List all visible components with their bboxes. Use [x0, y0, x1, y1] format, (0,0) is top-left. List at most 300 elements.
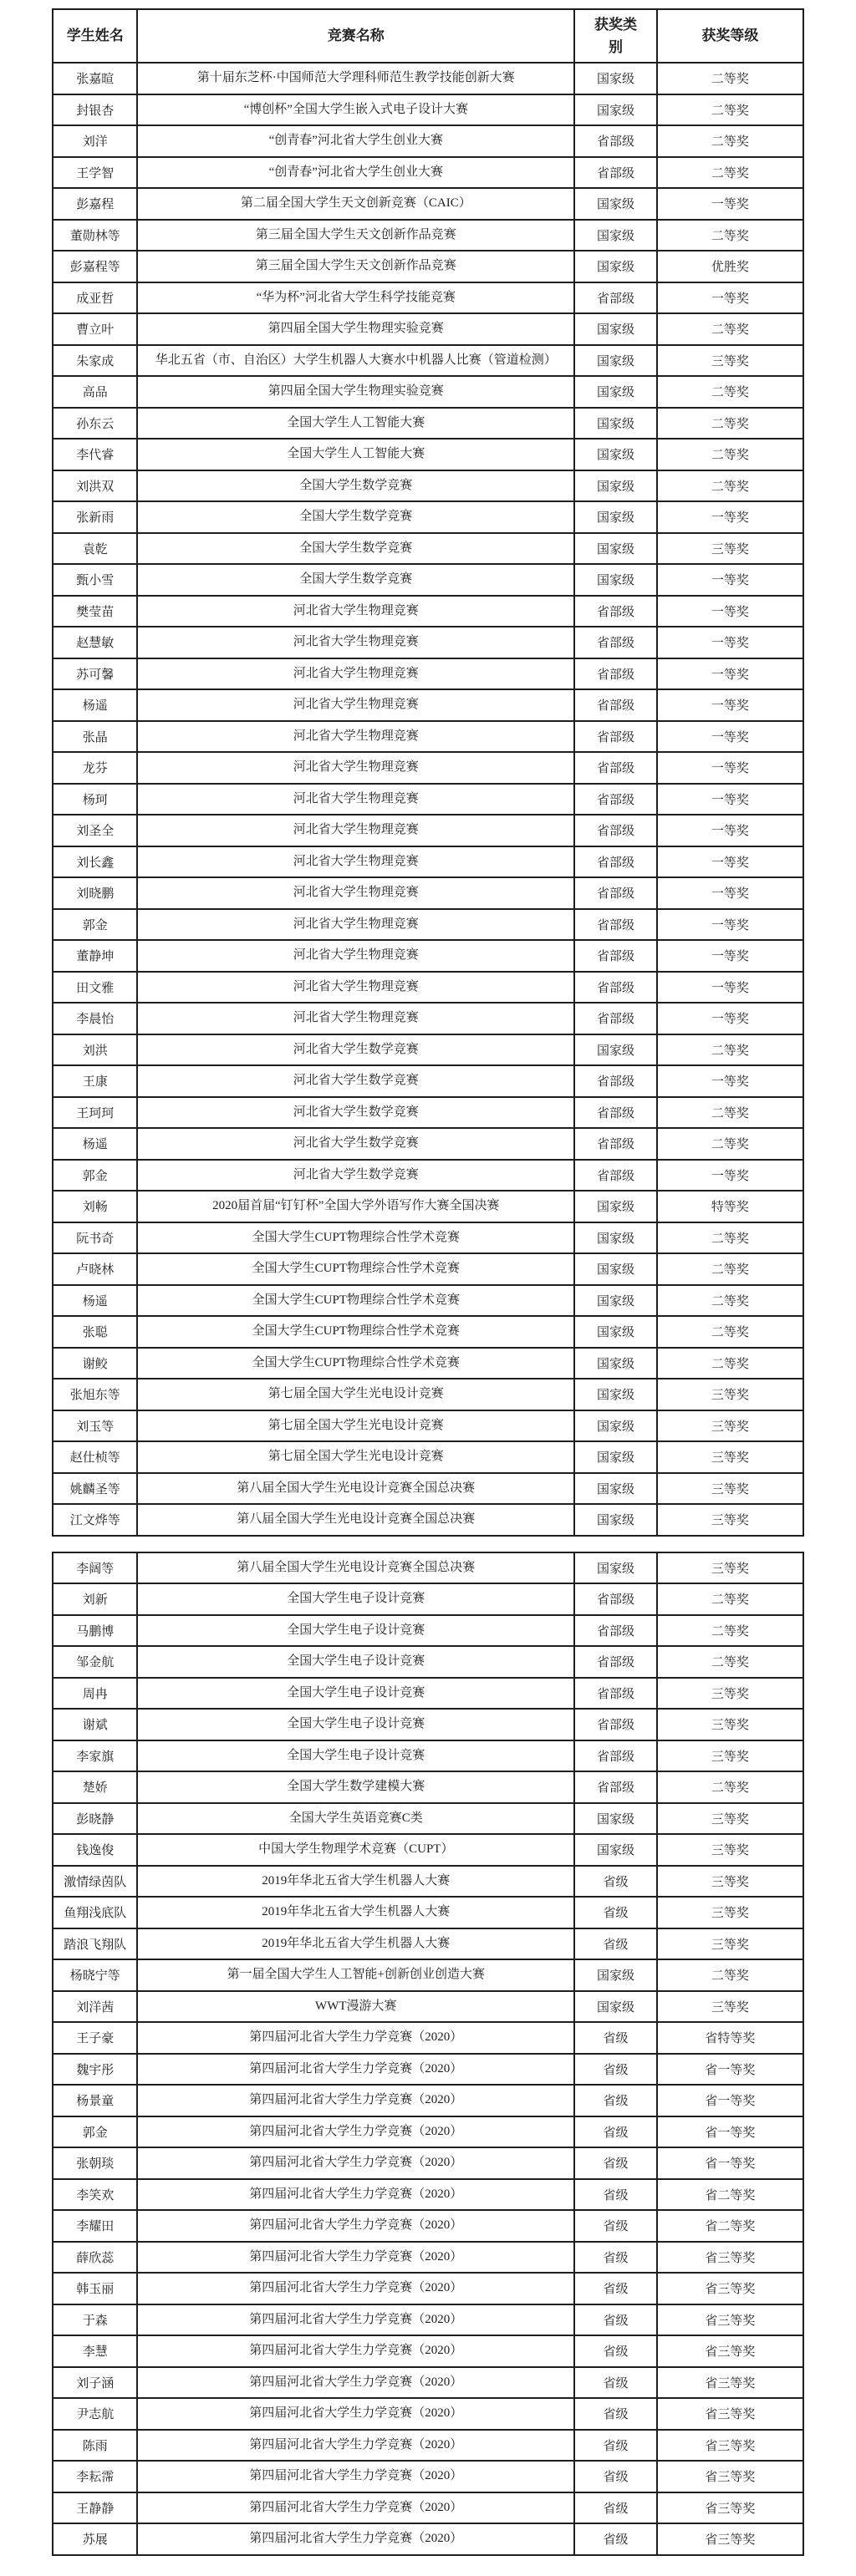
- competition-name-cell: 第七届全国大学生光电设计竞赛: [137, 1441, 574, 1473]
- student-name-cell: 王康: [53, 1065, 137, 1097]
- award-level-cell: 三等奖: [657, 1928, 803, 1960]
- student-name-cell: 刘圣全: [53, 815, 137, 846]
- table-row: [53, 1348, 803, 1379]
- student-name-cell: 姚麟圣等: [53, 1473, 137, 1505]
- student-name-cell: 魏宇彤: [53, 2054, 137, 2086]
- awards-table-2: [52, 1552, 804, 2556]
- table-row: [53, 877, 803, 909]
- award-category-cell: 省级: [574, 2304, 657, 2336]
- competition-name-cell: “创青春”河北省大学生创业大赛: [137, 157, 574, 189]
- competition-name-cell: 河北省大学生物理竞赛: [137, 689, 574, 721]
- student-name-cell: 李慧: [53, 2335, 137, 2367]
- award-level-cell: 三等奖: [657, 1473, 803, 1505]
- competition-name-cell: “创青春”河北省大学生创业大赛: [137, 125, 574, 157]
- student-name-cell: 刘玉等: [53, 1410, 137, 1442]
- award-category-cell: 省部级: [574, 1583, 657, 1615]
- student-name-cell: 封银杏: [53, 94, 137, 126]
- competition-name-cell: 第四届河北省大学生力学竞赛（2020）: [137, 2523, 574, 2555]
- award-category-cell: 国家级: [574, 63, 657, 94]
- award-level-cell: 三等奖: [657, 533, 803, 565]
- student-name-cell: 邹金航: [53, 1646, 137, 1678]
- award-level-cell: 二等奖: [657, 376, 803, 408]
- award-category-cell: 国家级: [574, 1222, 657, 1254]
- award-category-cell: 省部级: [574, 658, 657, 690]
- award-category-cell: 省级: [574, 2398, 657, 2430]
- student-name-cell: 董勋林等: [53, 220, 137, 252]
- table-row: [53, 1065, 803, 1097]
- table-row: [53, 1615, 803, 1647]
- award-category-cell: 省级: [574, 2179, 657, 2211]
- award-category-cell: 国家级: [574, 1504, 657, 1536]
- table-row: [53, 658, 803, 690]
- award-level-cell: 三等奖: [657, 1897, 803, 1928]
- competition-name-cell: “博创杯”全国大学生嵌入式电子设计大赛: [137, 94, 574, 126]
- award-category-cell: 省部级: [574, 1615, 657, 1647]
- award-category-cell: 省部级: [574, 1128, 657, 1160]
- competition-name-cell: 全国大学生电子设计竞赛: [137, 1646, 574, 1678]
- award-level-cell: 一等奖: [657, 596, 803, 627]
- award-level-cell: 二等奖: [657, 313, 803, 345]
- award-category-cell: 国家级: [574, 251, 657, 282]
- competition-name-cell: 河北省大学生物理竞赛: [137, 627, 574, 658]
- student-name-cell: 张新雨: [53, 501, 137, 533]
- award-category-cell: 国家级: [574, 1253, 657, 1285]
- competition-name-cell: 第八届全国大学生光电设计竞赛全国总决赛: [137, 1504, 574, 1536]
- student-name-cell: 彭嘉程等: [53, 251, 137, 282]
- student-name-cell: 韩玉丽: [53, 2273, 137, 2304]
- competition-name-cell: 河北省大学生数学竞赛: [137, 1065, 574, 1097]
- award-category-cell: 省部级: [574, 627, 657, 658]
- award-category-cell: 省级: [574, 2147, 657, 2179]
- student-name-cell: 高品: [53, 376, 137, 408]
- competition-name-cell: 第四届河北省大学生力学竞赛（2020）: [137, 2461, 574, 2492]
- student-name-cell: 甄小雪: [53, 564, 137, 596]
- award-level-cell: 二等奖: [657, 1285, 803, 1317]
- table-row: [53, 846, 803, 878]
- award-level-cell: 一等奖: [657, 188, 803, 220]
- competition-name-cell: 第一届全国大学生人工智能+创新创业创造大赛: [137, 1959, 574, 1991]
- table-row: [53, 376, 803, 408]
- award-level-cell: 省一等奖: [657, 2147, 803, 2179]
- award-level-cell: 二等奖: [657, 439, 803, 470]
- award-category-cell: 省级: [574, 1897, 657, 1928]
- award-level-cell: 二等奖: [657, 1034, 803, 1066]
- table-row: [53, 1253, 803, 1285]
- student-name-cell: 张朝琰: [53, 2147, 137, 2179]
- award-level-cell: 三等奖: [657, 1410, 803, 1442]
- student-name-cell: 樊莹苗: [53, 596, 137, 627]
- award-category-cell: 国家级: [574, 470, 657, 502]
- table-row: [53, 784, 803, 815]
- student-name-cell: 刘长鑫: [53, 846, 137, 878]
- table-row: [53, 2210, 803, 2242]
- award-category-cell: 省级: [574, 2054, 657, 2086]
- award-category-cell: 省级: [574, 2523, 657, 2555]
- award-level-cell: 一等奖: [657, 501, 803, 533]
- award-level-cell: 二等奖: [657, 1222, 803, 1254]
- student-name-cell: 苏可馨: [53, 658, 137, 690]
- table-row: [53, 1441, 803, 1473]
- competition-name-cell: 河北省大学生物理竞赛: [137, 752, 574, 784]
- competition-name-cell: 第四届河北省大学生力学竞赛（2020）: [137, 2085, 574, 2116]
- table-row: [53, 596, 803, 627]
- student-name-cell: 杨遥: [53, 1285, 137, 1317]
- table-row: [53, 533, 803, 565]
- competition-name-cell: 全国大学生电子设计竞赛: [137, 1615, 574, 1647]
- award-category-cell: 国家级: [574, 220, 657, 252]
- award-category-cell: 国家级: [574, 501, 657, 533]
- student-name-cell: 李笑欢: [53, 2179, 137, 2211]
- competition-name-cell: 第四届河北省大学生力学竞赛（2020）: [137, 2398, 574, 2430]
- competition-name-cell: 河北省大学生物理竞赛: [137, 815, 574, 846]
- award-level-cell: 省二等奖: [657, 2210, 803, 2242]
- competition-name-cell: 第四届河北省大学生力学竞赛（2020）: [137, 2492, 574, 2524]
- competition-name-cell: 河北省大学生数学竞赛: [137, 1160, 574, 1191]
- student-name-cell: 朱家成: [53, 345, 137, 377]
- student-name-cell: 彭晓静: [53, 1803, 137, 1835]
- award-level-cell: 三等奖: [657, 1740, 803, 1772]
- student-name-cell: 于森: [53, 2304, 137, 2336]
- competition-name-cell: 河北省大学生物理竞赛: [137, 784, 574, 815]
- award-category-cell: 省部级: [574, 815, 657, 846]
- student-name-cell: 杨遥: [53, 689, 137, 721]
- student-name-cell: 周冉: [53, 1678, 137, 1710]
- table-row: [53, 2430, 803, 2462]
- award-category-cell: 省部级: [574, 1771, 657, 1803]
- competition-name-cell: 第四届河北省大学生力学竞赛（2020）: [137, 2022, 574, 2054]
- table-row: [53, 470, 803, 502]
- award-category-cell: 国家级: [574, 345, 657, 377]
- award-level-cell: 一等奖: [657, 658, 803, 690]
- student-name-cell: 张聪: [53, 1316, 137, 1348]
- table-row: [53, 1222, 803, 1254]
- award-level-cell: 一等奖: [657, 972, 803, 1003]
- award-category-cell: 国家级: [574, 1441, 657, 1473]
- award-category-cell: 省部级: [574, 1097, 657, 1129]
- award-level-cell: 省特等奖: [657, 2022, 803, 2054]
- table-row: [53, 815, 803, 846]
- award-level-cell: 三等奖: [657, 1441, 803, 1473]
- competition-name-cell: 2020届首届“钉钉杯”全国大学外语写作大赛全国决赛: [137, 1191, 574, 1222]
- competition-name-cell: 河北省大学生数学竞赛: [137, 1097, 574, 1129]
- student-name-cell: 刘畅: [53, 1191, 137, 1222]
- award-category-cell: 国家级: [574, 1410, 657, 1442]
- awards-table-1-body: [53, 63, 803, 1536]
- competition-name-cell: 全国大学生人工智能大赛: [137, 408, 574, 439]
- competition-name-cell: 2019年华北五省大学生机器人大赛: [137, 1866, 574, 1898]
- award-category-cell: 省部级: [574, 909, 657, 941]
- competition-name-cell: 第四届河北省大学生力学竞赛（2020）: [137, 2430, 574, 2462]
- table-row: [53, 2054, 803, 2086]
- table-row: [53, 188, 803, 220]
- table-row: [53, 1379, 803, 1410]
- student-name-cell: 王子豪: [53, 2022, 137, 2054]
- table-row: [53, 1959, 803, 1991]
- table-row: [53, 2116, 803, 2148]
- student-name-cell: 刘洪: [53, 1034, 137, 1066]
- competition-name-cell: 全国大学生数学竞赛: [137, 470, 574, 502]
- competition-name-cell: 河北省大学生数学竞赛: [137, 1128, 574, 1160]
- award-category-cell: 省级: [574, 2116, 657, 2148]
- student-name-cell: 苏展: [53, 2523, 137, 2555]
- competition-name-cell: 河北省大学生物理竞赛: [137, 1003, 574, 1034]
- award-level-cell: 省一等奖: [657, 2116, 803, 2148]
- award-level-cell: 二等奖: [657, 1959, 803, 1991]
- competition-name-cell: 第四届河北省大学生力学竞赛（2020）: [137, 2335, 574, 2367]
- award-category-cell: 省级: [574, 2335, 657, 2367]
- award-level-cell: 二等奖: [657, 1253, 803, 1285]
- award-category-cell: 国家级: [574, 1034, 657, 1066]
- student-name-cell: 谢鲛: [53, 1348, 137, 1379]
- student-name-cell: 刘洋: [53, 125, 137, 157]
- award-category-cell: 省级: [574, 1928, 657, 1960]
- award-level-cell: 一等奖: [657, 752, 803, 784]
- student-name-cell: 张晶: [53, 721, 137, 753]
- header-student-name: 学生姓名: [53, 9, 137, 63]
- competition-name-cell: 第四届河北省大学生力学竞赛（2020）: [137, 2242, 574, 2274]
- award-category-cell: 国家级: [574, 1552, 657, 1584]
- award-category-cell: 国家级: [574, 439, 657, 470]
- award-level-cell: 三等奖: [657, 345, 803, 377]
- award-category-cell: 国家级: [574, 1285, 657, 1317]
- award-category-cell: 国家级: [574, 533, 657, 565]
- table-row: [53, 1803, 803, 1835]
- award-category-cell: 国家级: [574, 376, 657, 408]
- table-row: [53, 1583, 803, 1615]
- award-category-cell: 国家级: [574, 1473, 657, 1505]
- student-name-cell: 王珂珂: [53, 1097, 137, 1129]
- competition-name-cell: 第四届河北省大学生力学竞赛（2020）: [137, 2179, 574, 2211]
- award-level-cell: 省一等奖: [657, 2085, 803, 2116]
- award-level-cell: 一等奖: [657, 1003, 803, 1034]
- competition-name-cell: 第四届全国大学生物理实验竞赛: [137, 313, 574, 345]
- table-row: [53, 1316, 803, 1348]
- award-level-cell: 省三等奖: [657, 2430, 803, 2462]
- award-level-cell: 二等奖: [657, 1646, 803, 1678]
- competition-name-cell: 全国大学生CUPT物理综合性学术竞赛: [137, 1222, 574, 1254]
- table-row: [53, 627, 803, 658]
- table-row: [53, 1410, 803, 1442]
- competition-name-cell: 河北省大学生数学竞赛: [137, 1034, 574, 1066]
- award-level-cell: 二等奖: [657, 1128, 803, 1160]
- table-row: [53, 2147, 803, 2179]
- table-row: [53, 2398, 803, 2430]
- competition-name-cell: 全国大学生CUPT物理综合性学术竞赛: [137, 1348, 574, 1379]
- competition-name-cell: 第四届河北省大学生力学竞赛（2020）: [137, 2367, 574, 2399]
- award-level-cell: 省三等奖: [657, 2273, 803, 2304]
- award-category-cell: 省部级: [574, 596, 657, 627]
- table-row: [53, 313, 803, 345]
- competition-name-cell: 2019年华北五省大学生机器人大赛: [137, 1897, 574, 1928]
- award-level-cell: 一等奖: [657, 282, 803, 314]
- award-level-cell: 三等奖: [657, 1803, 803, 1835]
- table-row: [53, 1834, 803, 1866]
- table-row: [53, 972, 803, 1003]
- competition-name-cell: 第四届河北省大学生力学竞赛（2020）: [137, 2304, 574, 2336]
- student-name-cell: 赵慧敏: [53, 627, 137, 658]
- table-row: [53, 2492, 803, 2524]
- competition-name-cell: 全国大学生电子设计竞赛: [137, 1678, 574, 1710]
- competition-name-cell: 第四届河北省大学生力学竞赛（2020）: [137, 2116, 574, 2148]
- table-row: [53, 2335, 803, 2367]
- competition-name-cell: 全国大学生电子设计竞赛: [137, 1709, 574, 1740]
- student-name-cell: 鱼翔浅底队: [53, 1897, 137, 1928]
- competition-name-cell: 全国大学生人工智能大赛: [137, 439, 574, 470]
- competition-name-cell: 全国大学生数学竞赛: [137, 564, 574, 596]
- table-row: [53, 721, 803, 753]
- competition-name-cell: WWT漫游大赛: [137, 1991, 574, 2023]
- award-level-cell: 二等奖: [657, 1348, 803, 1379]
- competition-name-cell: 第七届全国大学生光电设计竞赛: [137, 1379, 574, 1410]
- table-row: [53, 1771, 803, 1803]
- competition-name-cell: 2019年华北五省大学生机器人大赛: [137, 1928, 574, 1960]
- student-name-cell: 郭金: [53, 909, 137, 941]
- competition-name-cell: 河北省大学生物理竞赛: [137, 596, 574, 627]
- award-category-cell: 省部级: [574, 125, 657, 157]
- competition-name-cell: 第四届全国大学生物理实验竞赛: [137, 376, 574, 408]
- competition-name-cell: 全国大学生数学竞赛: [137, 533, 574, 565]
- award-level-cell: 省三等奖: [657, 2242, 803, 2274]
- student-name-cell: 江文烨等: [53, 1504, 137, 1536]
- student-name-cell: 谢斌: [53, 1709, 137, 1740]
- award-category-cell: 省部级: [574, 1709, 657, 1740]
- award-level-cell: 三等奖: [657, 1834, 803, 1866]
- student-name-cell: 杨珂: [53, 784, 137, 815]
- award-level-cell: 一等奖: [657, 909, 803, 941]
- student-name-cell: 李代睿: [53, 439, 137, 470]
- student-name-cell: 杨景童: [53, 2085, 137, 2116]
- table-row: [53, 2273, 803, 2304]
- award-level-cell: 二等奖: [657, 125, 803, 157]
- award-category-cell: 国家级: [574, 94, 657, 126]
- student-name-cell: 李家旗: [53, 1740, 137, 1772]
- award-level-cell: 三等奖: [657, 1379, 803, 1410]
- student-name-cell: 李阔等: [53, 1552, 137, 1584]
- award-category-cell: 国家级: [574, 564, 657, 596]
- student-name-cell: 王静静: [53, 2492, 137, 2524]
- award-category-cell: 国家级: [574, 1959, 657, 1991]
- awards-table-2-body: [53, 1552, 803, 2555]
- award-level-cell: 省三等奖: [657, 2523, 803, 2555]
- award-category-cell: 省部级: [574, 157, 657, 189]
- award-level-cell: 三等奖: [657, 1504, 803, 1536]
- competition-name-cell: 中国大学生物理学术竞赛（CUPT）: [137, 1834, 574, 1866]
- table-row: [53, 752, 803, 784]
- table-row: [53, 1191, 803, 1222]
- award-category-cell: 国家级: [574, 1348, 657, 1379]
- table-row: [53, 689, 803, 721]
- award-category-cell: 国家级: [574, 1316, 657, 1348]
- competition-name-cell: 河北省大学生物理竞赛: [137, 877, 574, 909]
- award-level-cell: 特等奖: [657, 1191, 803, 1222]
- award-level-cell: 一等奖: [657, 784, 803, 815]
- award-category-cell: 省级: [574, 2461, 657, 2492]
- competition-name-cell: 全国大学生数学竞赛: [137, 501, 574, 533]
- student-name-cell: 钱逸俊: [53, 1834, 137, 1866]
- award-category-cell: 省部级: [574, 752, 657, 784]
- student-name-cell: 曹立叶: [53, 313, 137, 345]
- award-level-cell: 二等奖: [657, 1097, 803, 1129]
- competition-name-cell: 第十届东芝杯·中国师范大学理科师范生教学技能创新大赛: [137, 63, 574, 94]
- table-row: [53, 1740, 803, 1772]
- competition-name-cell: 河北省大学生物理竞赛: [137, 721, 574, 753]
- award-category-cell: 国家级: [574, 188, 657, 220]
- table-row: [53, 408, 803, 439]
- awards-table-1: [52, 8, 804, 1537]
- student-name-cell: 刘洋茜: [53, 1991, 137, 2023]
- award-level-cell: 三等奖: [657, 1991, 803, 2023]
- competition-name-cell: 全国大学生CUPT物理综合性学术竞赛: [137, 1316, 574, 1348]
- award-category-cell: 省部级: [574, 1646, 657, 1678]
- competition-name-cell: 第三届全国大学生天文创新作品竞赛: [137, 251, 574, 282]
- competition-name-cell: 全国大学生英语竞赛C类: [137, 1803, 574, 1835]
- student-name-cell: 陈雨: [53, 2430, 137, 2462]
- student-name-cell: 郭金: [53, 2116, 137, 2148]
- table-row: [53, 1128, 803, 1160]
- header-row: [53, 9, 803, 63]
- student-name-cell: 刘子涵: [53, 2367, 137, 2399]
- award-level-cell: 省三等奖: [657, 2335, 803, 2367]
- table-row: [53, 940, 803, 972]
- award-category-cell: 省部级: [574, 282, 657, 314]
- award-level-cell: 省三等奖: [657, 2492, 803, 2524]
- student-name-cell: 成亚哲: [53, 282, 137, 314]
- student-name-cell: 刘洪双: [53, 470, 137, 502]
- award-category-cell: 国家级: [574, 1803, 657, 1835]
- award-level-cell: 二等奖: [657, 1771, 803, 1803]
- table-row: [53, 1003, 803, 1034]
- award-level-cell: 三等奖: [657, 1552, 803, 1584]
- table-row: [53, 2179, 803, 2211]
- award-level-cell: 一等奖: [657, 627, 803, 658]
- award-category-cell: 省部级: [574, 1740, 657, 1772]
- table-row: [53, 1097, 803, 1129]
- table-row: [53, 1709, 803, 1740]
- table-row: [53, 251, 803, 282]
- student-name-cell: 孙东云: [53, 408, 137, 439]
- competition-name-cell: 第二届全国大学生天文创新竞赛（CAIC）: [137, 188, 574, 220]
- award-category-cell: 省部级: [574, 689, 657, 721]
- table-row: [53, 345, 803, 377]
- table-header-row: [53, 9, 803, 63]
- competition-name-cell: 第八届全国大学生光电设计竞赛全国总决赛: [137, 1473, 574, 1505]
- award-category-cell: 国家级: [574, 1191, 657, 1222]
- award-level-cell: 优胜奖: [657, 251, 803, 282]
- award-level-cell: 一等奖: [657, 1160, 803, 1191]
- award-level-cell: 二等奖: [657, 1583, 803, 1615]
- table-row: [53, 1646, 803, 1678]
- student-name-cell: 卢晓林: [53, 1253, 137, 1285]
- table-row: [53, 1928, 803, 1960]
- award-level-cell: 二等奖: [657, 1316, 803, 1348]
- award-level-cell: 二等奖: [657, 220, 803, 252]
- award-category-cell: 省部级: [574, 972, 657, 1003]
- award-category-cell: 国家级: [574, 313, 657, 345]
- table-row: [53, 564, 803, 596]
- student-name-cell: 赵仕桢等: [53, 1441, 137, 1473]
- competition-name-cell: 河北省大学生物理竞赛: [137, 846, 574, 878]
- header-award-category: 获奖类别: [574, 9, 657, 63]
- table-row: [53, 94, 803, 126]
- award-level-cell: 一等奖: [657, 815, 803, 846]
- award-level-cell: 二等奖: [657, 63, 803, 94]
- student-name-cell: 王学智: [53, 157, 137, 189]
- table-row: [53, 157, 803, 189]
- award-category-cell: 省级: [574, 2210, 657, 2242]
- student-name-cell: 李耀田: [53, 2210, 137, 2242]
- competition-name-cell: “华为杯”河北省大学生科学技能竞赛: [137, 282, 574, 314]
- table-row: [53, 2367, 803, 2399]
